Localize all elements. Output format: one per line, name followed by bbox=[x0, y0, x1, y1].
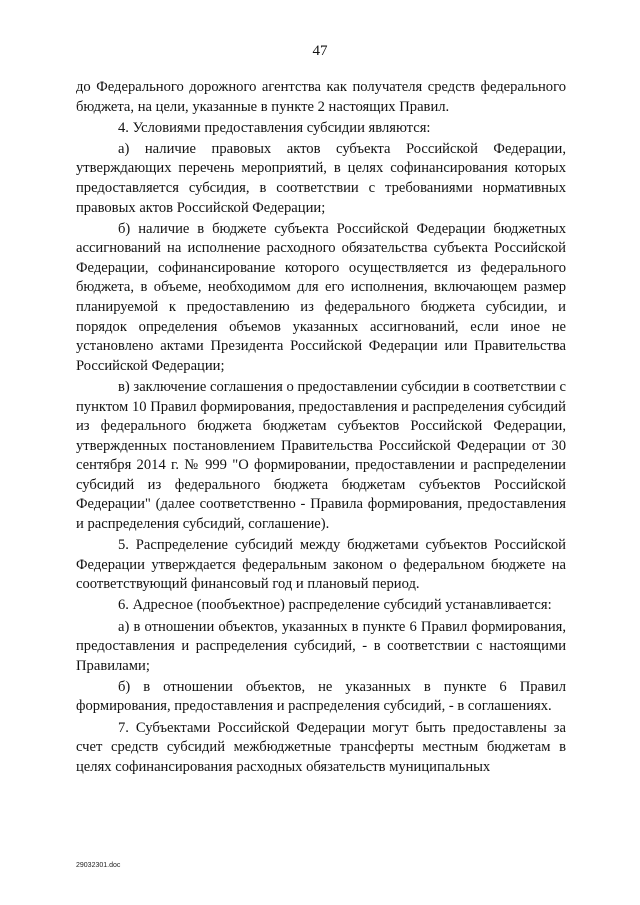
paragraph-intro: до Федерального дорожного агентства как получателя средств федерального бюджета, на цели, указанные в пункте 2 настоящих Правил. bbox=[76, 79, 566, 115]
paragraph-5: 5. Распределение субсидий между бюджетами субъектов Российской Федерации утверждается федеральным законом о федеральном бюджете на соответствующий финансовый год и плановый период. bbox=[76, 537, 566, 593]
footer-filename: 29032301.doc bbox=[76, 862, 121, 869]
document-body bbox=[76, 78, 566, 779]
paragraph-4a: а) наличие правовых актов субъекта Российской Федерации, утверждающих перечень мероприятий, в целях софинансирования которых предоставляется субсидия, в соответствии с требованиями нормативных правовых актов Российской Федерации; bbox=[76, 140, 566, 216]
paragraph-6: 6. Адресное (пообъектное) распределение субсидий устанавливается: bbox=[118, 597, 552, 614]
paragraph-4: 4. Условиями предоставления субсидии являются: bbox=[118, 119, 431, 136]
paragraph-4b: б) наличие в бюджете субъекта Российской Федерации бюджетных ассигнований на исполнение расходного обязательства субъекта Российской Федерации, софинансирование которого осуществляется из федерального бюджета, в объеме, необходимом для его исполнения, включающем размер планируемой к предоставлению из федерального бюджета субсидии, и порядок определения объемов указанных ассигнований, если иное не установлено актами Президента Российской Федерации или Правительства Российской Федерации; bbox=[76, 220, 566, 374]
paragraph-6a: а) в отношении объектов, указанных в пункте 6 Правил формирования, предоставления и распределения субсидий, - в соответствии с настоящими Правилами; bbox=[76, 618, 566, 674]
paragraph-7: 7. Субъектами Российской Федерации могут быть предоставлены за счет средств субсидий межбюджетные трансферты местным бюджетам в целях софинансирования расходных обязательств муниципальных bbox=[76, 719, 566, 775]
paragraph-4v: в) заключение соглашения о предоставлении субсидии в соответствии с пунктом 10 Правил формирования, предоставления и распределения субсидий из федерального бюджета бюджетам субъектов Российской Федерации, утвержденных постановлением Правительства Российской Федерации от 30 сентября 2014 г. № 999 "О формировании, предоставлении и распределении субсидий из федерального бюджета бюджетам субъектов Российской Федерации" (далее соответственно - Правила формирования, предоставления и распределения субсидий, соглашение). bbox=[76, 378, 566, 533]
paragraph-6b: б) в отношении объектов, не указанных в пункте 6 Правил формирования, предоставления и распределения субсидий, - в соглашениях. bbox=[76, 678, 566, 715]
page-number: 47 bbox=[312, 43, 328, 59]
